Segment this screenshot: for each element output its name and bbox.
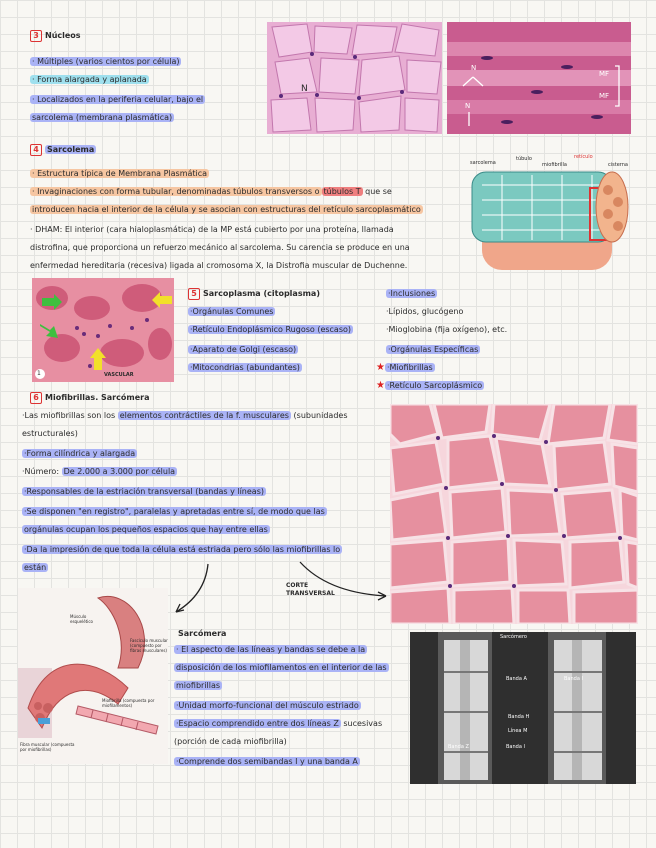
text-line: orgánulas ocupan los pequeños espacios que hay entre ellas [24,525,268,534]
em-label: Línea M [508,728,528,734]
text-line: ·Responsables de la estriación transversal (bandas y líneas) [24,487,264,496]
section-title-text: Sarcolema [47,145,95,154]
bullet: sarcolema (membrana plasmática) [32,113,173,122]
list-item: ·Inclusiones [388,289,436,298]
star-icon: ★ [376,362,385,373]
text-line: ·Las miofibrillas son los elementos contráctiles de la f. musculares (subunidades [22,411,348,420]
section-4-title [30,144,96,156]
text-line: ·Comprende dos semibandas I y una banda A [176,757,358,766]
image-number: 1 [37,370,41,377]
list-item: ·Mioglobina (fija oxígeno), etc. [386,325,508,334]
sarcoplasm-histology-image [32,278,174,382]
nucleus-label: N [471,64,477,72]
section-number: 4 [30,144,42,156]
illustration-label: Miofibrilla (compuesta por miofilamentos) [102,698,155,708]
cross-section-histology-image [390,404,638,624]
section-title-text: Núcleos [45,31,81,40]
section-5-title [188,288,320,300]
section-number: 3 [30,30,42,42]
diagram-label: sarcolema [470,160,496,166]
list-item: ·Lípidos, glucógeno [386,307,464,316]
text-line: ·Número: De 2.000 a 3.000 por célula [22,467,176,476]
myofiber-label: MF [599,70,610,78]
illustration-label: Fibra muscular (compuesta por miofibrillas) [20,742,75,752]
histology-image-longitudinal [447,22,631,134]
em-label: Banda I [506,744,525,750]
arrow-annotations [170,560,400,620]
image-caption: VASCULAR [104,372,134,378]
list-item: ·Mitocondrias (abundantes) [190,363,300,372]
text-line: estructurales) [22,429,78,438]
illustration-label: Fascículo muscular (compuesto por fibras musculares) [130,638,168,653]
text-line: miofibrillas [176,681,221,690]
text-line: están [24,563,47,572]
bullet: enfermedad hereditaria (recesiva) ligada al cromosoma X, la Distrofia muscular de Duchenne. [30,261,408,270]
text-line: disposición de los miofilamentos en el interior de las [176,663,387,672]
em-label: Banda Z [448,744,469,750]
list-item: ·Orgánulas Específicas [388,345,479,354]
nucleus-label: N [465,102,471,110]
text-line: (porción de cada miofibrilla) [174,737,287,746]
bullet: · Localizados en la periferia celular, bajo el [32,95,204,104]
em-label: Sarcómero [500,634,527,640]
text-line: ·Se disponen "en registro", paralelas y apretadas entre sí, de modo que las [24,507,325,516]
bullet: · Estructura típica de Membrana Plasmática [32,169,208,178]
sarcomere-title: Sarcómera [178,629,227,638]
list-item: ·Retículo Endoplásmico Rugoso (escaso) [190,325,352,334]
text-line: ·Unidad morfo-funcional del músculo estriado [176,701,359,710]
star-icon: ★ [376,380,385,391]
text-line: ·Espacio comprendido entre dos líneas Z sucesivas [176,719,383,728]
sarcolemma-diagram [462,150,634,274]
myofiber-label: MF [599,92,610,100]
list-item: ·Orgánulas Comunes [190,307,274,316]
list-item: ★ ·Miofibrillas [376,362,433,373]
histology-image-cross-section [267,22,442,134]
text-line: ·Da la impresión de que toda la célula está estriada pero sólo las miofibrillas lo [24,545,341,554]
section-title-text: Miofibrillas. Sarcómera [45,393,150,402]
sarcomere-electron-micrograph [410,632,636,784]
bullet: distrofina, que proporciona un refuerzo mecánico al sarcolema. Su carencia se produce en una [30,243,410,252]
text-line: · El aspecto de las líneas y bandas se debe a la [176,645,366,654]
bullet: · Invaginaciones con forma tubular, denominadas túbulos transversos o túbulos T que se [32,187,392,196]
section-title-text: Sarcoplasma (citoplasma) [203,289,320,298]
list-item: ·Aparato de Golgi (escaso) [190,345,297,354]
nucleus-label: N [301,84,308,94]
muscle-anatomy-illustration [18,588,168,764]
bullet: · Múltiples (varios cientos por célula) [32,57,180,66]
list-item: ★ ·Retículo Sarcoplásmico [376,380,483,391]
diagram-label: miofibrilla [542,162,567,168]
bullet: · Forma alargada y aplanada [32,75,147,84]
section-6-title [30,392,149,404]
em-label: Banda A [506,676,527,682]
diagram-label: cisterna [608,162,628,168]
section-3-title [30,30,81,42]
section-number: 6 [30,392,42,404]
em-label: Banda H [508,714,530,720]
illustration-label: Músculo esquelético [70,614,93,624]
transverse-section-label: CORTE TRANSVERSAL [286,582,335,597]
section-number: 5 [188,288,200,300]
bullet: introducen hacia el interior de la célula y se asocian con estructuras del retículo sarcoplasmático [32,205,421,214]
diagram-label: retículo [574,154,593,160]
diagram-label: túbulo [516,156,532,162]
bullet: · DHAM: El interior (cara hialoplasmática) de la MP está cubierto por una proteína, llamada [30,225,394,234]
text-line: ·Forma cilíndrica y alargada [24,449,136,458]
em-label: Banda I [564,676,583,682]
